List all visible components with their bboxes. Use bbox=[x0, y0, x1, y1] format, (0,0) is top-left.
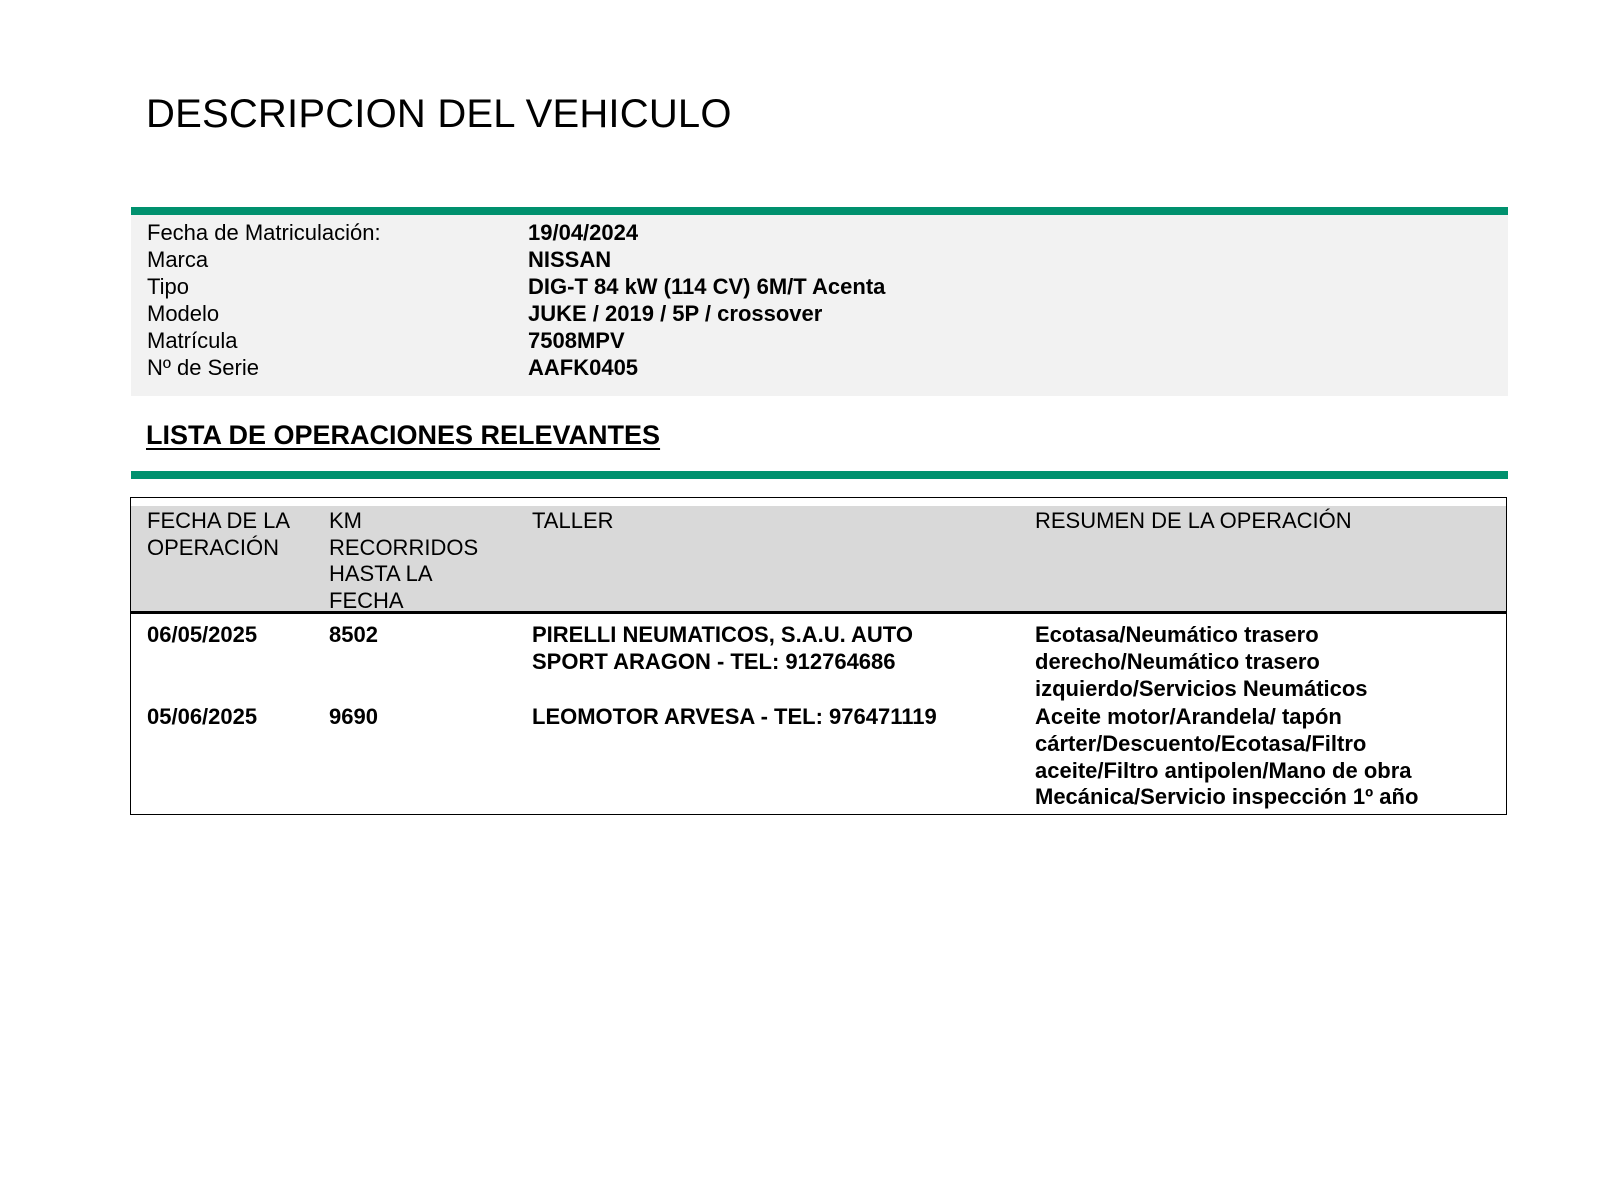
header-line: FECHA bbox=[329, 587, 404, 613]
vehicle-value: NISSAN bbox=[528, 247, 612, 272]
operation-workshop bbox=[532, 704, 1022, 731]
header-line: KM bbox=[329, 508, 362, 533]
vehicle-details-panel bbox=[131, 215, 1508, 396]
vehicle-value: JUKE / 2019 / 5P / crossover bbox=[528, 301, 823, 326]
header-line: TALLER bbox=[532, 508, 614, 533]
column-header-summary bbox=[1035, 506, 1505, 611]
summary-line: derecho/Neumático trasero bbox=[1035, 648, 1320, 674]
vehicle-value: 19/04/2024 bbox=[528, 220, 639, 245]
header-line: RESUMEN DE LA OPERACIÓN bbox=[1035, 508, 1352, 533]
vehicle-row-brand bbox=[131, 246, 1508, 273]
vehicle-row-serial bbox=[131, 354, 1508, 381]
operation-summary bbox=[1035, 622, 1505, 702]
vehicle-row-model bbox=[131, 300, 1508, 327]
vehicle-label: Matrícula bbox=[147, 328, 238, 353]
summary-line: cárter/Descuento/Ecotasa/Filtro bbox=[1035, 730, 1367, 756]
column-header-date bbox=[147, 506, 317, 611]
workshop-line: SPORT ARAGON - TEL: 912764686 bbox=[532, 648, 896, 674]
operation-km: 8502 bbox=[329, 622, 378, 647]
vehicle-row-type bbox=[131, 273, 1508, 300]
operations-heading: LISTA DE OPERACIONES RELEVANTES bbox=[146, 420, 661, 450]
operation-summary bbox=[1035, 704, 1505, 811]
middle-green-rule bbox=[131, 471, 1508, 479]
vehicle-label: Marca bbox=[147, 247, 209, 272]
header-line: FECHA DE LA bbox=[147, 508, 291, 533]
column-header-workshop bbox=[532, 506, 1022, 611]
operations-table-header bbox=[131, 506, 1506, 614]
summary-line: aceite/Filtro antipolen/Mano de obra bbox=[1035, 757, 1412, 783]
vehicle-label: Fecha de Matriculación: bbox=[147, 220, 381, 245]
header-line: OPERACIÓN bbox=[147, 534, 280, 560]
summary-line: izquierdo/Servicios Neumáticos bbox=[1035, 675, 1368, 701]
vehicle-label: Tipo bbox=[147, 274, 189, 299]
operation-date: 06/05/2025 bbox=[147, 622, 258, 647]
vehicle-label: Modelo bbox=[147, 301, 220, 326]
page-title: DESCRIPCION DEL VEHICULO bbox=[146, 92, 732, 136]
workshop-line: LEOMOTOR ARVESA - TEL: 976471119 bbox=[532, 704, 937, 729]
summary-line: Mecánica/Servicio inspección 1º año bbox=[1035, 784, 1419, 810]
vehicle-label: Nº de Serie bbox=[147, 355, 259, 380]
vehicle-value: AAFK0405 bbox=[528, 355, 639, 380]
summary-line: Ecotasa/Neumático trasero bbox=[1035, 622, 1319, 647]
top-green-rule bbox=[131, 207, 1508, 215]
operations-table bbox=[130, 497, 1507, 815]
header-line: RECORRIDOS bbox=[329, 534, 479, 560]
column-header-km bbox=[329, 506, 519, 611]
operation-km: 9690 bbox=[329, 704, 378, 729]
vehicle-row-plate bbox=[131, 327, 1508, 354]
operation-date: 05/06/2025 bbox=[147, 704, 258, 729]
vehicle-row-registration-date bbox=[131, 219, 1508, 246]
operation-workshop bbox=[532, 622, 1022, 676]
summary-line: Aceite motor/Arandela/ tapón bbox=[1035, 704, 1342, 729]
vehicle-value: 7508MPV bbox=[528, 328, 625, 353]
workshop-line: PIRELLI NEUMATICOS, S.A.U. AUTO bbox=[532, 622, 913, 647]
vehicle-value: DIG-T 84 kW (114 CV) 6M/T Acenta bbox=[528, 274, 886, 299]
header-line: HASTA LA bbox=[329, 561, 433, 586]
